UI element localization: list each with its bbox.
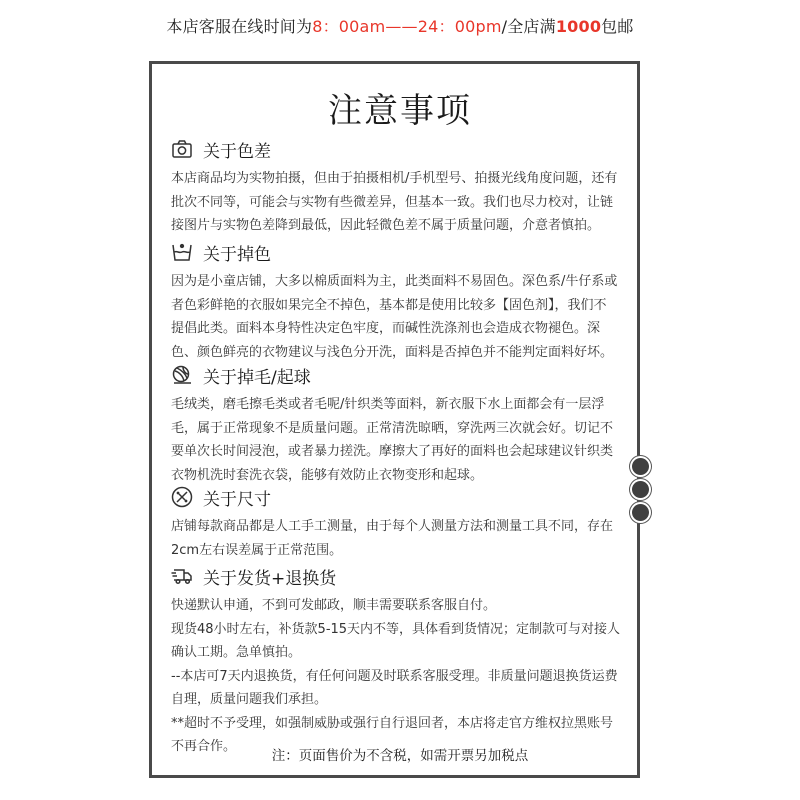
body-line: 店铺每款商品都是人工手工测量，由于每个人测量方法和测量工具不同，存在 [171,519,614,534]
body-line: 批次不同等，可能会与实物有些微差异，但基本一致。我们也尽力校对，让链 [171,194,614,210]
section-body [171,594,633,759]
section-body [171,270,633,364]
section-body [171,515,633,562]
banner-amount: 1000 [555,17,602,36]
body-line: 2cm左右误差属于正常范围。 [171,542,343,558]
section-shipping-returns [171,563,633,759]
body-line: **超时不予受理，如强制威胁或强行自行退回者，本店将走官方维权拉黑账号 [171,715,614,731]
section-pilling [171,362,633,487]
body-line: 本店商品均为实物拍摄，但由于拍摄相机/手机型号、拍摄光线角度问题，还有 [171,171,618,186]
body-line: 要单次长时间浸泡，或者暴力搓洗。摩擦大了再好的面料也会起球建议针织类 [171,444,614,459]
delivery-truck-icon [171,565,193,587]
body-line: 毛，属于正常现象不是质量问题。正常清洗晾晒，穿洗两三次就会好。切记不 [171,420,614,436]
section-title: 关于掉色 [203,244,271,265]
section-color-fading [171,239,633,364]
body-line: 色、颜色鲜亮的衣物建议与浅色分开洗，面料是否掉色并不能判定面料好坏。 [171,344,614,360]
section-title: 关于色差 [203,141,271,162]
ruler-tools-icon [171,486,193,508]
banner-middle: /全店满 [501,17,556,36]
section-size [171,484,633,562]
store-hours-banner [0,14,800,37]
body-line: 现货48小时左右，补货款5-15天内不等，具体看到货情况；定制款可与对接人 [171,621,621,637]
section-color-difference [171,136,633,238]
body-line: 接图片与实物色差降到最低，因此轻微色差不属于质量问题，介意者慎拍。 [171,218,601,233]
binder-ring [632,458,649,475]
body-line: --本店可7天内退换货，有任何问题及时联系客服受理。非质量问题退换货运费 [171,668,618,684]
yarn-ball-icon [171,364,193,386]
banner-hours: 8：00am——24：00pm [312,17,502,36]
tax-note: 注：页面售价为不含税，如需开票另加税点 [271,748,529,764]
body-line: 提倡此类。面料本身特性决定色牢度，而碱性洗涤剂也会造成衣物褪色。深 [171,321,601,336]
section-body [171,393,633,487]
body-line: 毛绒类，磨毛擦毛类或者毛呢/针织类等面料，新衣服下水上面都会有一层浮 [171,397,605,412]
washing-basin-icon [171,241,193,263]
body-line: 快递默认申通，不到可发邮政，顺丰需要联系客服自付。 [171,598,497,613]
section-title: 关于尺寸 [203,489,271,510]
section-body [171,167,633,238]
binder-ring [632,481,649,498]
banner-suffix: 包邮 [601,17,634,36]
page-title: 注意事项 [328,91,472,131]
section-title: 关于掉毛/起球 [203,367,311,388]
body-line: 衣物机洗时套洗衣袋，能够有效防止衣物变形和起球。 [171,467,484,483]
banner-prefix: 本店客服在线时间为 [166,17,313,36]
body-line: 确认工期。急单慎拍。 [171,645,302,660]
body-line: 因为是小童店铺，大多以棉质面料为主，此类面料不易固色。深色系/牛仔系或 [171,274,618,289]
binder-ring [632,504,649,521]
body-line: 自理，质量问题我们承担。 [171,692,328,707]
body-line: 者色彩鲜艳的衣服如果完全不掉色，基本都是使用比较多【固色剂】，我们不 [171,297,607,313]
camera-icon [171,138,193,160]
body-line: 不再合作。 [171,739,237,754]
section-title: 关于发货+退换货 [203,568,337,589]
